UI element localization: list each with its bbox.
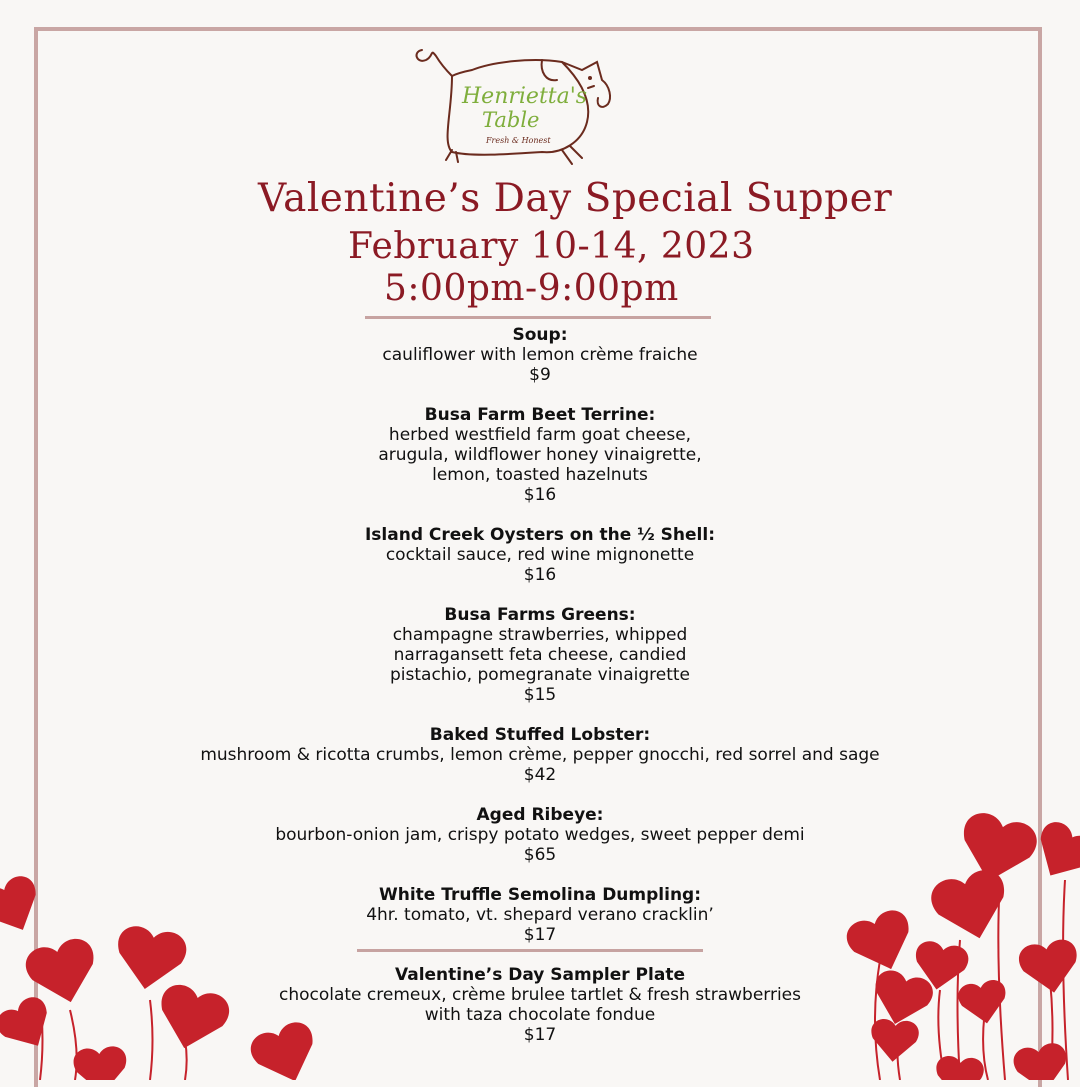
menu-item-price: $9 (529, 365, 551, 385)
menu-item-name: Baked Stuffed Lobster: (429, 725, 651, 745)
menu-item-price: $17 (523, 925, 557, 945)
menu-item-description: lemon, toasted hazelnuts (432, 465, 648, 485)
menu-item-description: champagne strawberries, whipped (392, 625, 688, 645)
menu-item-description: narragansett feta cheese, candied (393, 645, 687, 665)
menu-item-price: $16 (523, 485, 557, 505)
page-title: Valentine’s Day Special Supper (258, 176, 893, 221)
menu-item-description: chocolate cremeux, crème brulee tartlet & fresh strawberries (278, 985, 801, 1005)
menu-item-description: with taza chocolate fondue (424, 1005, 656, 1025)
menu-item-description: mushroom & ricotta crumbs, lemon crème, pepper gnocchi, red sorrel and sage (200, 745, 880, 765)
menu-item (40, 605, 1040, 705)
menu-item-price: $42 (523, 765, 557, 785)
menu-item-price: $16 (523, 565, 557, 585)
menu-item (40, 965, 1040, 1045)
menu-item-name: Aged Ribeye: (476, 805, 604, 825)
menu-item-description: bourbon-onion jam, crispy potato wedges, sweet pepper demi (275, 825, 805, 845)
menu-item-price: $17 (523, 1025, 557, 1045)
menu-item-description: arugula, wildflower honey vinaigrette, (378, 445, 702, 465)
divider-top (365, 316, 711, 319)
divider-dessert (357, 949, 703, 952)
event-hours: 5:00pm-9:00pm (384, 268, 679, 309)
menu-item (40, 725, 1040, 785)
menu-item-name: Valentine’s Day Sampler Plate (395, 965, 685, 985)
logo-text-name: Henrietta's (462, 84, 588, 109)
menu-item-description: cocktail sauce, red wine mignonette (385, 545, 695, 565)
menu-item (40, 885, 1040, 945)
event-dates: February 10-14, 2023 (348, 226, 755, 267)
menu-item-name: White Truffle Semolina Dumpling: (378, 885, 702, 905)
menu-item (40, 805, 1040, 865)
menu-item-price: $65 (523, 845, 557, 865)
menu-item-name: Busa Farm Beet Terrine: (424, 405, 656, 425)
menu-item-description: pistachio, pomegranate vinaigrette (390, 665, 690, 685)
menu-item-name: Island Creek Oysters on the ½ Shell: (364, 525, 716, 545)
menu-item-description: cauliflower with lemon crème fraiche (382, 345, 698, 365)
menu-item-name: Soup: (512, 325, 568, 345)
menu-item (40, 525, 1040, 585)
menu-item (40, 405, 1040, 505)
logo-text-table: Table (482, 108, 540, 132)
menu-item-description: herbed westfield farm goat cheese, (388, 425, 692, 445)
menu-item (40, 325, 1040, 385)
menu-item-price: $15 (523, 685, 557, 705)
menu-item-name: Busa Farms Greens: (444, 605, 636, 625)
logo-tagline: Fresh & Honest (486, 136, 551, 145)
menu-item-description: 4hr. tomato, vt. shepard verano cracklin’ (366, 905, 714, 925)
